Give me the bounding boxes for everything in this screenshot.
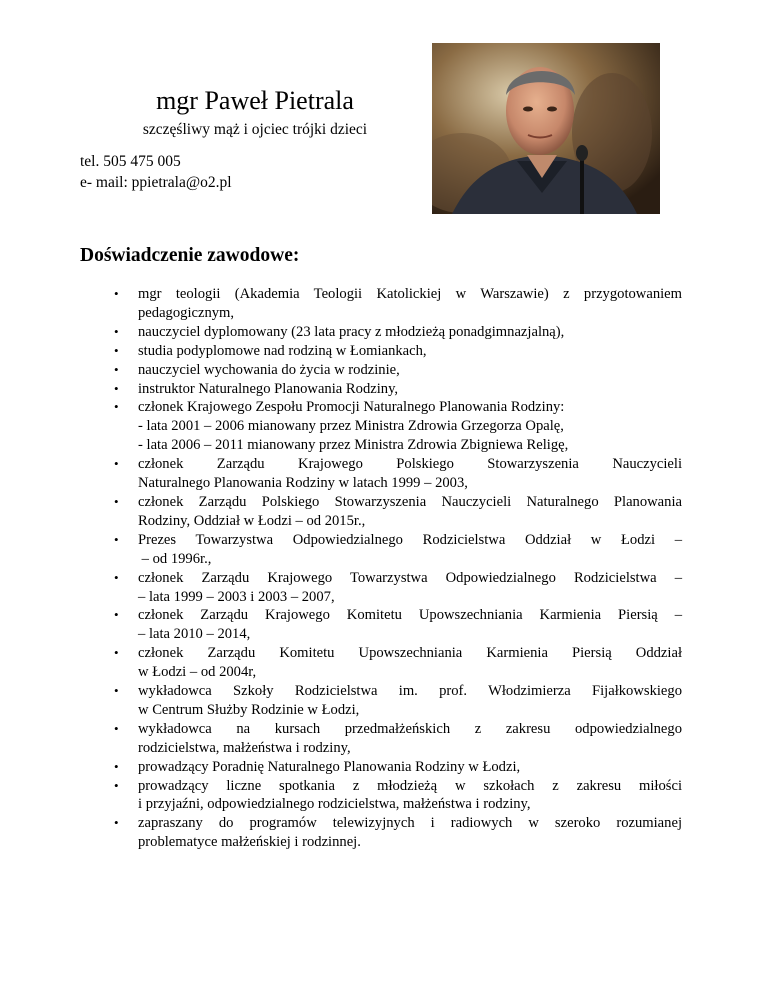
item-line: - lata 2001 – 2006 mianowany przez Ministra Zdrowia Grzegorza Opalę, [138,418,564,435]
email-address: e- mail: ppietrala@o2.pl [80,174,232,191]
list-item [138,380,682,399]
item-line: • członek Zarządu Krajowego Komitetu Upowszechniania Karmienia Piersią – [138,607,682,624]
item-line: • wykładowca Szkoły Rodzicielstwa im. prof. Włodzimierza Fijałkowskiego [138,683,682,700]
item-line: • członek Zarządu Polskiego Stowarzyszenia Nauczycieli Naturalnego Planowania [138,493,682,510]
item-line: Rodziny, Oddział w Łodzi – od 2015r., [138,512,366,529]
list-item [138,569,682,607]
item-line: Naturalnego Planowania Rodziny w latach 1999 – 2003, [138,475,468,492]
item-line: – od 1996r., [138,550,212,567]
item-line: w Łodzi – od 2004r, [138,664,257,681]
list-item [138,285,682,323]
portrait-photo [432,43,660,214]
list-item [138,361,682,380]
item-line: • wykładowca na kursach przedmałżeńskich z zakresu odpowiedzialnego [138,720,682,737]
list-item [138,758,682,777]
item-line: i przyjaźni, odpowiedzialnego rodzicielstwa, małżeństwa i rodziny, [138,796,531,813]
list-item [138,644,682,682]
list-item [138,682,682,720]
item-line: - lata 2006 – 2011 mianowany przez Ministra Zdrowia Zbigniewa Religę, [138,437,569,454]
item-line: • nauczyciel wychowania do życia w rodzinie, [138,361,400,378]
list-item [138,342,682,361]
item-line: • członek Zarządu Krajowego Towarzystwa Odpowiedzialnego Rodzicielstwa – [138,569,682,586]
list-item [138,777,682,815]
section-title: Doświadczenie zawodowe: [80,245,300,266]
person-name: mgr Paweł Pietrala [156,86,354,115]
item-line: w Centrum Służby Rodzinie w Łodzi, [138,701,360,718]
item-line: rodzicielstwa, małżeństwa i rodziny, [138,739,351,756]
item-line: • nauczyciel dyplomowany (23 lata pracy z młodzieżą ponadgimnazjalną), [138,323,565,340]
item-line: • członek Zarządu Krajowego Polskiego Stowarzyszenia Nauczycieli [138,456,682,473]
item-line: • prowadzący Poradnię Naturalnego Planowania Rodziny w Łodzi, [138,758,521,775]
item-line: – lata 2010 – 2014, [138,626,251,643]
tagline: szczęśliwy mąż i ojciec trójki dzieci [142,121,368,138]
portrait-illustration [432,43,660,214]
list-item [138,720,682,758]
item-line: – lata 1999 – 2003 i 2003 – 2007, [138,588,335,605]
list-item [138,493,682,531]
list-item [138,814,682,852]
contact-block [80,151,232,193]
item-line: • instruktor Naturalnego Planowania Rodziny, [138,380,399,397]
item-line: • Prezes Towarzystwa Odpowiedzialnego Rodzicielstwa Oddział w Łodzi – [138,531,682,548]
list-item [138,455,682,493]
item-line: • studia podyplomowe nad rodziną w Łomiankach, [138,342,427,359]
item-line: • członek Krajowego Zespołu Promocji Naturalnego Planowania Rodziny: [138,399,565,416]
item-line: • członek Zarządu Komitetu Upowszechniania Karmienia Piersią Oddział [138,645,682,662]
phone-number: tel. 505 475 005 [80,153,181,170]
experience-list [138,285,682,852]
item-line: problematyce małżeńskiej i rodzinnej. [138,834,361,851]
list-item [138,531,682,569]
item-line: • zapraszany do programów telewizyjnych i radiowych w szeroko rozumianej [138,815,682,832]
list-item [138,398,682,455]
item-line: pedagogicznym, [138,304,235,321]
list-item [138,323,682,342]
list-item [138,606,682,644]
item-line: • mgr teologii (Akademia Teologii Katolickiej w Warszawie) z przygotowaniem [138,286,682,302]
item-line: • prowadzący liczne spotkania z młodzieżą w szkołach z zakresu miłości [138,777,682,794]
